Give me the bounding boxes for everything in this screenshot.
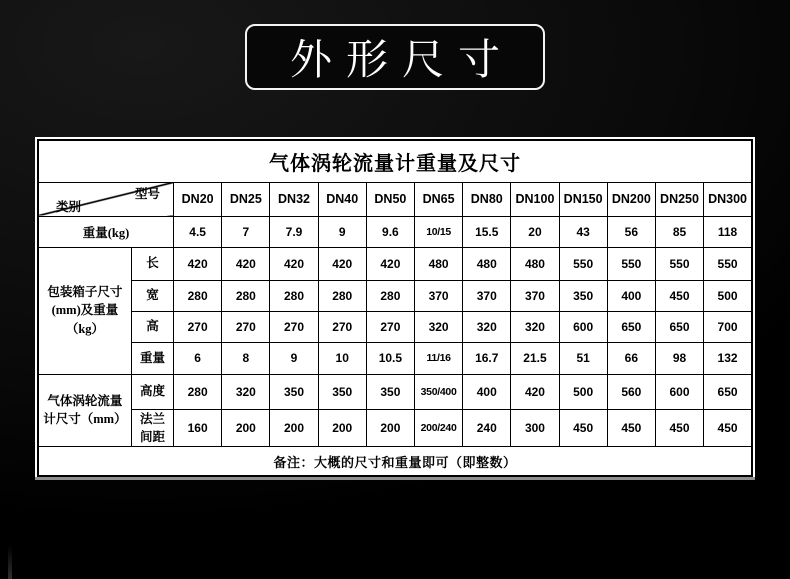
value-cell: 600 [655, 374, 703, 409]
value-cell: 450 [655, 409, 703, 446]
col-header-dn20: DN20 [174, 182, 222, 216]
corner-category-label: 类别 [56, 199, 82, 214]
value-cell: 9 [318, 216, 366, 247]
value-cell: 98 [655, 342, 703, 374]
value-cell: 500 [559, 374, 607, 409]
value-cell: 350 [318, 374, 366, 409]
value-cell: 420 [222, 247, 270, 280]
row-label-line: 法兰 [139, 411, 165, 426]
table-row [38, 311, 752, 342]
table-row [38, 409, 752, 446]
value-cell: 700 [704, 311, 752, 342]
col-header-dn300: DN300 [704, 182, 752, 216]
col-header-dn25: DN25 [222, 182, 270, 216]
section-title-badge [245, 24, 545, 90]
value-cell: 600 [559, 311, 607, 342]
value-cell: 450 [655, 280, 703, 311]
row-label [131, 342, 173, 374]
value-cell: 420 [270, 247, 318, 280]
section-title: 外形尺寸 [289, 36, 514, 83]
value-cell: 6 [174, 342, 222, 374]
value-cell: 320 [511, 311, 559, 342]
value-cell: 9.6 [366, 216, 414, 247]
value-cell: 7 [222, 216, 270, 247]
value-cell: 350 [559, 280, 607, 311]
value-cell: 280 [174, 280, 222, 311]
value-cell: 270 [366, 311, 414, 342]
col-header-dn40: DN40 [318, 182, 366, 216]
value-cell: 350 [270, 374, 318, 409]
table-row [38, 374, 752, 409]
value-cell: 10.5 [366, 342, 414, 374]
value-cell: 450 [607, 409, 655, 446]
value-cell: 270 [318, 311, 366, 342]
value-cell: 420 [318, 247, 366, 280]
table-header-row [38, 182, 752, 216]
value-cell: 43 [559, 216, 607, 247]
value-cell: 280 [270, 280, 318, 311]
value-cell: 280 [222, 280, 270, 311]
background-light-streak [8, 545, 12, 579]
value-cell: 240 [463, 409, 511, 446]
group-label [38, 374, 131, 446]
value-cell: 320 [414, 311, 462, 342]
value-cell: 280 [366, 280, 414, 311]
value-cell: 370 [463, 280, 511, 311]
value-cell: 450 [704, 409, 752, 446]
value-cell: 650 [704, 374, 752, 409]
value-cell: 16.7 [463, 342, 511, 374]
value-cell: 20 [511, 216, 559, 247]
row-label [131, 247, 173, 280]
col-header-dn150: DN150 [559, 182, 607, 216]
value-cell: 560 [607, 374, 655, 409]
value-cell: 370 [511, 280, 559, 311]
value-cell: 270 [222, 311, 270, 342]
row-label-line: 重量 [139, 350, 165, 365]
value-cell: 400 [463, 374, 511, 409]
value-cell: 200/240 [414, 409, 462, 446]
value-cell: 270 [270, 311, 318, 342]
row-label-line: 长 [146, 256, 159, 271]
value-cell: 118 [704, 216, 752, 247]
row-label [131, 280, 173, 311]
value-cell: 200 [270, 409, 318, 446]
col-header-dn100: DN100 [511, 182, 559, 216]
value-cell: 450 [559, 409, 607, 446]
value-cell: 10/15 [414, 216, 462, 247]
value-cell: 550 [655, 247, 703, 280]
value-cell: 200 [222, 409, 270, 446]
table-row [38, 247, 752, 280]
value-cell: 85 [655, 216, 703, 247]
table-row [38, 280, 752, 311]
value-cell: 11/16 [414, 342, 462, 374]
spec-sheet [35, 137, 755, 477]
value-cell: 480 [511, 247, 559, 280]
group-label-line: （kg） [65, 321, 105, 336]
row-label-weight-kg: 重量(kg) [38, 216, 174, 247]
value-cell: 7.9 [270, 216, 318, 247]
group-label-line: 气体涡轮流量 [47, 394, 123, 408]
table-title: 气体涡轮流量计重量及尺寸 [38, 140, 752, 182]
value-cell: 56 [607, 216, 655, 247]
value-cell: 350 [366, 374, 414, 409]
row-label-line: 间距 [139, 429, 165, 444]
value-cell: 200 [366, 409, 414, 446]
value-cell: 480 [414, 247, 462, 280]
row-label [131, 311, 173, 342]
value-cell: 420 [511, 374, 559, 409]
row-label [131, 374, 173, 409]
group-label-line: 计尺寸（mm） [43, 412, 127, 427]
col-header-dn80: DN80 [463, 182, 511, 216]
value-cell: 132 [704, 342, 752, 374]
value-cell: 420 [366, 247, 414, 280]
value-cell: 350/400 [414, 374, 462, 409]
row-label-line: 宽 [146, 288, 159, 303]
table-note-row [38, 446, 752, 476]
value-cell: 320 [222, 374, 270, 409]
value-cell: 650 [607, 311, 655, 342]
value-cell: 400 [607, 280, 655, 311]
col-header-dn250: DN250 [655, 182, 703, 216]
col-header-dn32: DN32 [270, 182, 318, 216]
value-cell: 370 [414, 280, 462, 311]
spec-table [37, 139, 753, 477]
value-cell: 9 [270, 342, 318, 374]
value-cell: 4.5 [174, 216, 222, 247]
value-cell: 500 [704, 280, 752, 311]
value-cell: 280 [174, 374, 222, 409]
value-cell: 160 [174, 409, 222, 446]
table-title-row [38, 140, 752, 182]
col-header-dn65: DN65 [414, 182, 462, 216]
value-cell: 300 [511, 409, 559, 446]
value-cell: 550 [704, 247, 752, 280]
value-cell: 280 [318, 280, 366, 311]
value-cell: 10 [318, 342, 366, 374]
col-header-dn200: DN200 [607, 182, 655, 216]
group-label-line: 包装箱子尺寸 [47, 285, 123, 300]
value-cell: 270 [174, 311, 222, 342]
table-note: 备注：大概的尺寸和重量即可（即整数） [38, 446, 752, 476]
group-label [38, 247, 131, 374]
value-cell: 15.5 [463, 216, 511, 247]
group-label-line: (mm)及重量 [51, 303, 119, 318]
row-label [131, 409, 173, 446]
value-cell: 650 [655, 311, 703, 342]
value-cell: 550 [607, 247, 655, 280]
corner-model-label: 型号 [135, 186, 161, 201]
value-cell: 480 [463, 247, 511, 280]
value-cell: 21.5 [511, 342, 559, 374]
table-row-weight-kg [38, 216, 752, 247]
corner-header-cell [38, 182, 174, 216]
value-cell: 66 [607, 342, 655, 374]
row-label-line: 高 [146, 319, 159, 334]
value-cell: 420 [174, 247, 222, 280]
value-cell: 320 [463, 311, 511, 342]
value-cell: 51 [559, 342, 607, 374]
value-cell: 200 [318, 409, 366, 446]
value-cell: 8 [222, 342, 270, 374]
row-label-line: 高度 [139, 384, 165, 399]
value-cell: 550 [559, 247, 607, 280]
col-header-dn50: DN50 [366, 182, 414, 216]
table-row [38, 342, 752, 374]
